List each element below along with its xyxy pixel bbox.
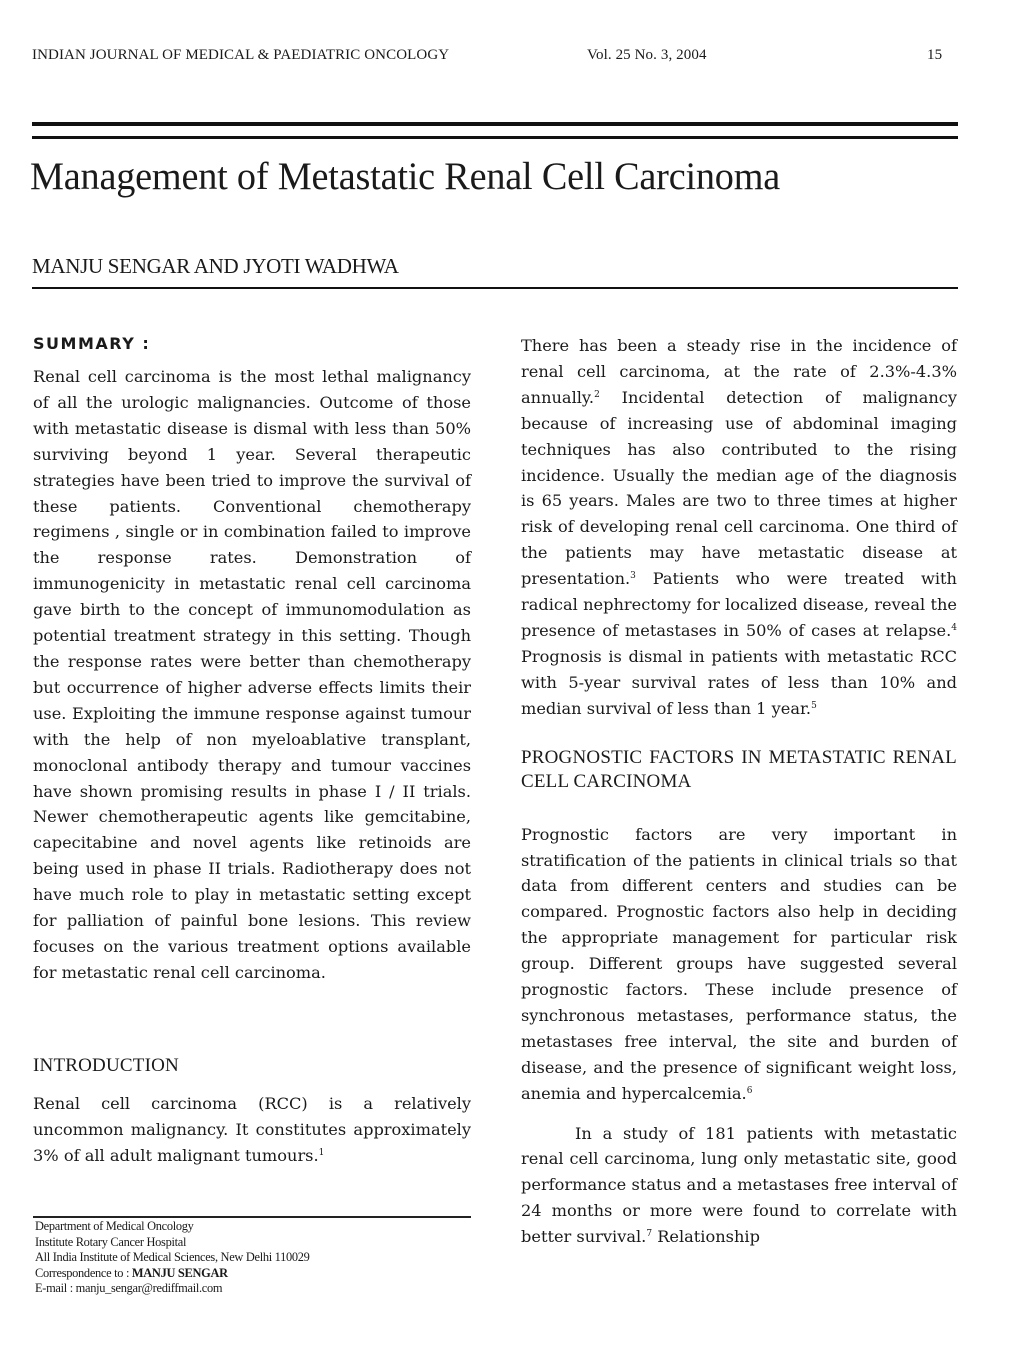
email-address[interactable]: manju_sengar@rediffmail.com [75,1281,223,1296]
article-title: Management of Metastatic Renal Cell Carcinoma [30,155,781,198]
footnote-institute: Institute Rotary Cancer Hospital [35,1234,187,1249]
summary-heading: SUMMARY : [33,334,151,353]
introduction-heading: INTRODUCTION [33,1055,179,1076]
introduction-paragraph [33,1091,471,1169]
affiliation-footnote [35,1219,310,1297]
paragraph-text: In a study of 181 patients with metastatic renal cell carcinoma, lung only metastatic site, good performance status and a metastases free interval of 24 months or more were found to correlate with better survival. [521,1123,957,1247]
reference-2: 2 [594,389,600,400]
volume-info: Vol. 25 No. 3, 2004 [587,47,707,63]
introduction-text: Renal cell carcinoma (RCC) is a relatively uncommon malignancy. It constitutes approximately 3% of all adult malignant tumours. [33,1094,471,1165]
email-label: E-mail : [35,1281,76,1296]
left-column [33,364,471,986]
footnote-rule [33,1216,471,1218]
right-column [521,333,957,1250]
reference-3: 3 [630,571,636,582]
reference-6: 6 [746,1085,753,1096]
prognostic-paragraph [521,822,957,1107]
article-authors: MANJU SENGAR AND JYOTI WADHWA [32,254,399,278]
introduction-body [33,1091,471,1169]
prognostic-factors-heading: PROGNOSTIC FACTORS IN METASTATIC RENAL CELL CARCINOMA [521,746,957,792]
authors-rule [32,287,958,289]
correspondence-name: MANJU SENGAR [131,1265,228,1280]
footnote-correspondence [35,1266,310,1282]
reference-4: 4 [951,622,957,633]
header-rule-top [32,122,958,126]
summary-text: Renal cell carcinoma is the most lethal malignancy of all the urologic malignancies. Outcome of those with metastatic disease is dismal with less than 50% surviving beyond 1 year. Several therapeutic strategies have been tried to improve the survival of these patients. Conventional chemotherapy regimens , single or in combination failed to improve the response rates. Demonstration of immunogenicity in metastatic renal cell carcinoma gave birth to the concept of immunomodulation as potential treatment strategy in this setting. Though the response rates were better than chemotherapy but occurrence of higher adverse effects limits their use. Exploiting the immune response against tumour with the help of non myeloablative transplant, monoclonal antibody therapy and tumour vaccines have shown promising results in phase I / II trials. Newer chemotherapeutic agents like gemcitabine, capecitabine and novel agents like retinoids are being used in phase II trials. Radiotherapy does not have much role to play in metastatic setting except for palliation of painful bone lesions. This review focuses on the various treatment options available for metastatic renal cell carcinoma. [33,367,471,982]
header-rule-bottom [32,136,958,139]
paragraph-text: Patients who were treated with radical nephrectomy for localized disease, reveal the presence of metastases in 50% of cases at relapse. [521,569,957,640]
footnote-address: All India Institute of Medical Sciences, New Delhi 110029 [35,1250,310,1265]
correspondence-label: Correspondence to : [35,1265,132,1280]
paragraph-text: Prognosis is dismal in patients with metastatic RCC with 5-year survival rates of less than 10% and median survival of less than 1 year. [521,646,957,718]
incidence-paragraph [521,333,957,722]
paragraph-text: There has been a steady rise in the incidence of renal cell carcinoma, at the rate of 2.3%-4.3% annually. [521,336,957,407]
paragraph-spacer [521,1107,957,1121]
study-paragraph [521,1121,957,1251]
reference-5: 5 [811,700,817,711]
paragraph-text: Incidental detection of malignancy because of increasing use of abdominal imaging techniques has also contributed to the rising incidence. Usually the median age of the diagnosis is 65 years. Males are two to three times at higher risk of developing renal cell carcinoma. One third of the patients may have metastatic disease at presentation. [521,387,957,589]
reference-1: 1 [318,1147,325,1158]
paragraph-text: Prognostic factors are very important in stratification of the patients in clinical trials so that data from different centers and studies can be compared. Prognostic factors also help in deciding the appropriate management for particular risk group. Different groups have suggested several prognostic factors. These include presence of synchronous metastases, performance status, the metastases free interval, the site and burden of disease, and the presence of significant weight loss, anemia and hypercalcemia. [521,824,957,1103]
page-number: 15 [927,47,943,63]
paragraph-text: Relationship [652,1227,760,1247]
footnote-email [35,1281,310,1297]
journal-name: INDIAN JOURNAL OF MEDICAL & PAEDIATRIC ONCOLOGY [32,47,450,63]
reference-7: 7 [646,1229,653,1240]
footnote-department: Department of Medical Oncology [35,1219,194,1233]
